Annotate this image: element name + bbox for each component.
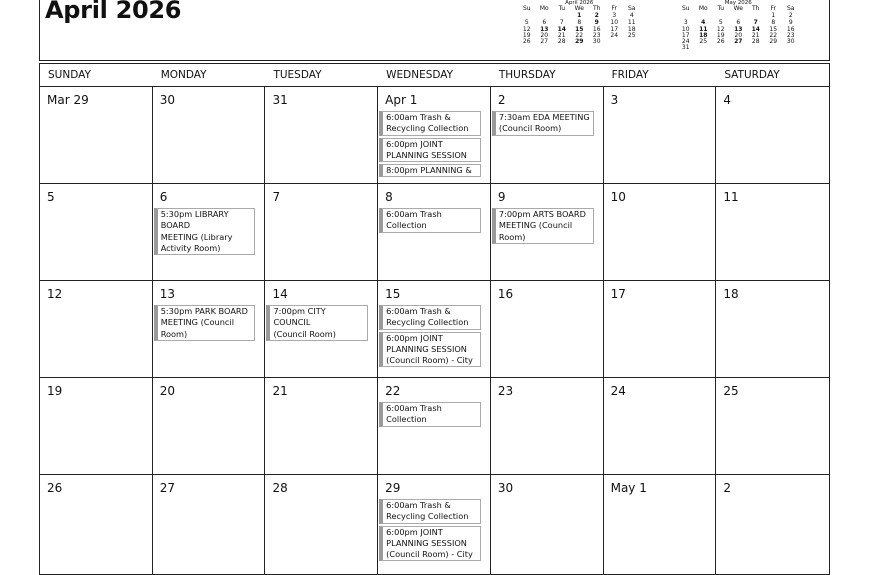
- mini-calendar-day[interactable]: 15: [769, 25, 778, 33]
- day-number: 2: [723, 481, 731, 495]
- mini-calendar-day[interactable]: 30: [786, 38, 795, 46]
- calendar-event[interactable]: 6:00am Trash & Recycling Collection: [379, 305, 481, 330]
- mini-calendar-day[interactable]: 1: [771, 12, 776, 20]
- mini-calendar-day[interactable]: 4: [701, 19, 706, 27]
- day-number: 10: [610, 190, 626, 204]
- mini-calendar-day[interactable]: 1: [577, 12, 582, 20]
- day-cell[interactable]: [716, 475, 829, 574]
- mini-calendar-day[interactable]: 12: [716, 25, 725, 33]
- mini-calendar-day[interactable]: 9: [594, 19, 599, 27]
- day-cell[interactable]: [378, 475, 491, 574]
- day-cell[interactable]: [153, 87, 266, 183]
- day-number: 7: [272, 190, 281, 204]
- day-number: 24: [610, 384, 626, 398]
- mini-calendar-day[interactable]: 23: [786, 31, 795, 39]
- weekday-header-friday: FRIDAY: [611, 69, 649, 81]
- mini-calendar-dow: Su: [681, 5, 690, 12]
- day-cell[interactable]: [491, 184, 604, 280]
- mini-calendar-dow: Su: [522, 5, 531, 12]
- mini-calendar-day[interactable]: 20: [734, 31, 743, 39]
- day-cell[interactable]: [153, 378, 266, 474]
- calendar-event[interactable]: 5:30pm LIBRARY BOARD MEETING (Library Activity Room): [154, 208, 256, 255]
- mini-calendar-dow: Fr: [611, 5, 617, 12]
- mini-calendar-day[interactable]: 27: [540, 38, 549, 46]
- day-number: May 1: [610, 481, 647, 495]
- day-cell[interactable]: [491, 281, 604, 377]
- mini-calendar-day[interactable]: 16: [592, 25, 601, 33]
- day-number: 4: [723, 93, 731, 107]
- weekday-header-saturday: SATURDAY: [724, 69, 780, 81]
- mini-calendar-day[interactable]: 7: [559, 19, 564, 27]
- calendar-event[interactable]: 6:00am Trash Collection: [379, 402, 481, 427]
- mini-calendar-day[interactable]: 17: [681, 31, 690, 39]
- mini-calendar-day[interactable]: 7: [753, 19, 758, 27]
- mini-calendar-day[interactable]: 21: [751, 31, 760, 39]
- mini-calendar-day[interactable]: 13: [540, 25, 549, 33]
- day-number: 27: [159, 481, 175, 495]
- week-row: [40, 184, 829, 281]
- calendar-event[interactable]: 6:00am Trash Collection: [379, 208, 481, 233]
- day-cell[interactable]: [153, 184, 266, 280]
- mini-calendar-day[interactable]: 8: [577, 19, 582, 27]
- mini-calendar-dow: Sa: [787, 5, 795, 12]
- mini-calendar-day[interactable]: 2: [594, 12, 599, 20]
- day-cell[interactable]: [604, 184, 717, 280]
- mini-calendar-day[interactable]: 16: [786, 25, 795, 33]
- day-number: 17: [610, 287, 626, 301]
- mini-calendar-dow: Mo: [539, 5, 549, 12]
- day-cell[interactable]: [40, 475, 153, 574]
- mini-calendar-day[interactable]: 5: [718, 19, 723, 27]
- mini-calendar-day[interactable]: 8: [771, 19, 776, 27]
- weekday-header-wednesday: WEDNESDAY: [386, 69, 454, 81]
- mini-calendar-day[interactable]: 10: [681, 25, 690, 33]
- day-cell[interactable]: [716, 184, 829, 280]
- mini-calendar-day[interactable]: 26: [522, 38, 531, 46]
- mini-calendar-day[interactable]: 18: [627, 25, 636, 33]
- mini-calendar-dow: Tu: [717, 5, 725, 12]
- week-row: [40, 281, 829, 378]
- day-cell[interactable]: [491, 378, 604, 474]
- mini-calendar-day[interactable]: 31: [681, 44, 690, 52]
- mini-calendar-day[interactable]: 28: [751, 38, 760, 46]
- mini-calendar-day[interactable]: 14: [557, 25, 566, 33]
- day-number: 25: [723, 384, 739, 398]
- mini-calendar-day[interactable]: 19: [716, 31, 725, 39]
- day-number: 26: [47, 481, 63, 495]
- day-number: 13: [159, 287, 175, 301]
- week-row: [40, 475, 829, 574]
- mini-calendar-day[interactable]: 23: [592, 31, 601, 39]
- mini-calendar-day[interactable]: 5: [524, 19, 529, 27]
- mini-calendar-day[interactable]: 3: [612, 12, 617, 20]
- day-cell[interactable]: [265, 184, 378, 280]
- day-cell[interactable]: [491, 475, 604, 574]
- day-number: Mar 29: [47, 93, 89, 107]
- day-number: Apr 1: [385, 93, 418, 107]
- page-title: April 2026: [45, 0, 182, 24]
- mini-calendar-day[interactable]: 11: [627, 19, 636, 27]
- day-number: 15: [385, 287, 401, 301]
- mini-calendar-day[interactable]: 19: [522, 31, 531, 39]
- mini-calendar-day[interactable]: 27: [734, 38, 743, 46]
- calendar-event[interactable]: 8:00pm PLANNING &: [379, 164, 481, 177]
- day-number: 5: [47, 190, 55, 204]
- mini-calendar-day[interactable]: 30: [592, 38, 601, 46]
- mini-calendar-day[interactable]: [765, 45, 783, 51]
- day-cell[interactable]: [378, 378, 491, 474]
- mini-calendar-dow: Sa: [628, 5, 636, 12]
- calendar-event[interactable]: 7:00pm CITY COUNCIL (Council Room): [266, 305, 368, 341]
- mini-calendar-day[interactable]: 4: [629, 12, 634, 20]
- day-number: 23: [497, 384, 514, 398]
- mini-calendar-dow: We: [733, 5, 743, 12]
- day-cell[interactable]: [378, 184, 491, 280]
- mini-calendar-day[interactable]: 29: [575, 38, 584, 46]
- day-number: 11: [723, 190, 739, 204]
- day-number: 30: [159, 93, 175, 107]
- day-number: 19: [47, 384, 63, 398]
- mini-calendar-title: April 2026: [565, 0, 594, 6]
- mini-calendar-dow: Fr: [770, 5, 776, 12]
- day-number: 21: [272, 384, 288, 398]
- day-cell[interactable]: [40, 184, 153, 280]
- mini-calendar-day[interactable]: 20: [540, 31, 549, 39]
- calendar-event[interactable]: 5:30pm PARK BOARD MEETING (Council Room): [154, 305, 256, 341]
- day-cell[interactable]: [265, 281, 378, 377]
- mini-calendar-day[interactable]: 28: [557, 38, 566, 46]
- day-cell[interactable]: [491, 87, 604, 183]
- calendar-event[interactable]: 7:30am EDA MEETING (Council Room): [492, 111, 594, 136]
- mini-calendar-day[interactable]: 24: [610, 31, 619, 39]
- weekday-header-thursday: THURSDAY: [498, 69, 556, 81]
- calendar-event[interactable]: 6:00pm JOINT PLANNING SESSION (Council Room) - City: [379, 332, 481, 368]
- day-number: 30: [497, 481, 514, 495]
- day-cell[interactable]: [265, 87, 378, 183]
- day-cell[interactable]: [716, 87, 829, 183]
- weekday-header-sunday: SUNDAY: [48, 69, 91, 81]
- mini-calendar-day[interactable]: 13: [734, 25, 743, 33]
- day-cell[interactable]: [716, 378, 829, 474]
- mini-calendar-day[interactable]: 25: [699, 38, 708, 46]
- mini-calendar-title: May 2026: [724, 0, 752, 6]
- day-number: 18: [723, 287, 739, 301]
- day-number: 28: [272, 481, 288, 495]
- calendar-event[interactable]: 7:00pm ARTS BOARD MEETING (Council Room): [492, 208, 594, 244]
- day-cell[interactable]: [265, 378, 378, 474]
- weekday-header-monday: MONDAY: [160, 69, 207, 81]
- mini-calendar-day[interactable]: 17: [610, 25, 619, 33]
- day-number: 6: [159, 190, 168, 204]
- day-number: 16: [497, 287, 514, 301]
- mini-calendar-day[interactable]: 10: [610, 19, 619, 27]
- mini-calendar-week: [518, 39, 641, 45]
- calendar-header: [39, 0, 830, 61]
- day-number: 2: [497, 93, 506, 107]
- mini-calendar-day[interactable]: [730, 45, 748, 51]
- month-grid: [39, 63, 830, 575]
- weekday-header-row: [40, 64, 829, 87]
- day-number: 31: [272, 93, 288, 107]
- calendar-event[interactable]: 6:00pm JOINT PLANNING SESSION: [379, 138, 481, 163]
- mini-calendar-day[interactable]: 29: [769, 38, 778, 46]
- day-number: 22: [385, 384, 401, 398]
- day-cell[interactable]: [153, 281, 266, 377]
- mini-calendar-day[interactable]: [623, 39, 641, 45]
- calendar-event[interactable]: 6:00pm JOINT PLANNING SESSION (Council Room) - City: [379, 526, 481, 562]
- mini-calendar-day[interactable]: 21: [557, 31, 566, 39]
- mini-calendar-week: [677, 45, 800, 51]
- mini-calendar-day[interactable]: 15: [575, 25, 584, 33]
- day-cell[interactable]: [604, 378, 717, 474]
- day-number: 8: [385, 190, 393, 204]
- day-number: 14: [272, 287, 288, 301]
- day-cell[interactable]: [40, 378, 153, 474]
- day-cell[interactable]: [604, 87, 717, 183]
- day-cell[interactable]: [716, 281, 829, 377]
- mini-calendar-table: [677, 6, 800, 52]
- day-cell[interactable]: [40, 87, 153, 183]
- mini-calendar-day[interactable]: 25: [627, 31, 636, 39]
- mini-calendar-dow: Th: [752, 5, 760, 12]
- mini-calendar-day[interactable]: 11: [699, 25, 708, 33]
- mini-calendar-day[interactable]: 6: [736, 19, 741, 27]
- mini-calendar-table: [518, 6, 641, 45]
- day-number: 29: [385, 481, 401, 495]
- day-number: 9: [497, 190, 506, 204]
- mini-calendar-dow: We: [574, 5, 584, 12]
- week-row: [40, 378, 829, 475]
- mini-calendar-dow: Th: [593, 5, 601, 12]
- mini-calendar-day[interactable]: 3: [683, 19, 688, 27]
- week-row: [40, 87, 829, 184]
- mini-calendar-day[interactable]: 22: [575, 31, 584, 39]
- mini-calendar-day[interactable]: 22: [769, 31, 778, 39]
- weeks-container: [40, 87, 829, 574]
- mini-calendar-day[interactable]: 26: [716, 38, 725, 46]
- mini-calendar-day[interactable]: [747, 45, 765, 51]
- day-number: 12: [47, 287, 63, 301]
- mini-calendar-day[interactable]: 2: [788, 12, 793, 20]
- mini-calendar-day[interactable]: 24: [681, 38, 690, 46]
- day-cell[interactable]: [378, 281, 491, 377]
- day-number: 3: [610, 93, 619, 107]
- mini-calendar-dow: Mo: [698, 5, 708, 12]
- mini-calendar-may: [677, 0, 800, 52]
- mini-calendar-day[interactable]: [606, 39, 624, 45]
- mini-calendar-day[interactable]: 9: [788, 19, 793, 27]
- mini-calendar-day[interactable]: 14: [751, 25, 760, 33]
- mini-calendar-day[interactable]: [712, 45, 730, 51]
- day-number: 20: [159, 384, 175, 398]
- day-cell[interactable]: [40, 281, 153, 377]
- mini-calendar-day[interactable]: 6: [542, 19, 547, 27]
- day-cell[interactable]: [153, 475, 266, 574]
- mini-calendar-dow: Tu: [558, 5, 566, 12]
- calendar-event[interactable]: 6:00am Trash & Recycling Collection: [379, 111, 481, 136]
- mini-calendar-april: [518, 0, 641, 45]
- day-cell[interactable]: [378, 87, 491, 183]
- day-cell[interactable]: [604, 281, 717, 377]
- mini-calendar-day[interactable]: [695, 45, 713, 51]
- mini-calendar-day[interactable]: 18: [699, 31, 708, 39]
- weekday-header-tuesday: TUESDAY: [273, 69, 322, 81]
- calendar-event[interactable]: 6:00am Trash & Recycling Collection: [379, 499, 481, 524]
- mini-calendar-day[interactable]: [782, 45, 800, 51]
- day-cell[interactable]: [604, 475, 717, 574]
- day-cell[interactable]: [265, 475, 378, 574]
- mini-calendar-day[interactable]: 12: [522, 25, 531, 33]
